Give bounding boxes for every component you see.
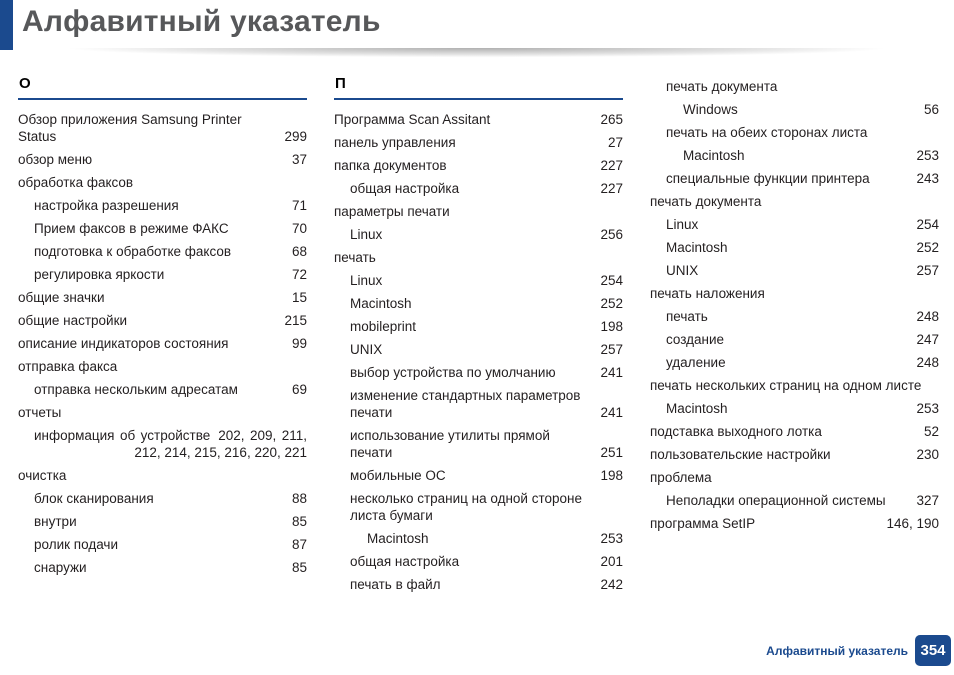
entry-pages: 56 [923, 102, 939, 117]
title-accent-bar [0, 0, 13, 50]
entry-label: подставка выходного лотка [650, 424, 822, 439]
index-column-o [18, 72, 307, 599]
index-entry[interactable] [334, 295, 623, 312]
index-entry[interactable] [334, 427, 623, 461]
index-entry[interactable] [18, 536, 307, 553]
entry-label: информация об устройстве [34, 428, 211, 443]
entry-pages: 242 [600, 577, 623, 592]
entry-pages: 230 [916, 447, 939, 462]
entry-label: программа SetIP [650, 516, 756, 531]
entry-label: печать документа [650, 194, 762, 209]
index-entry[interactable] [650, 193, 939, 210]
page-title: Алфавитный указатель [22, 5, 381, 38]
entry-label: печать [666, 309, 708, 324]
index-entry[interactable] [650, 124, 939, 141]
entry-pages: 37 [291, 152, 307, 167]
entry-label: печать наложения [650, 286, 765, 301]
entry-pages: 257 [600, 342, 623, 357]
entry-label: общие значки [18, 290, 105, 305]
entry-pages: 15 [291, 290, 307, 305]
index-entry[interactable] [334, 490, 623, 524]
index-entry[interactable] [18, 335, 307, 352]
entry-label: Macintosh [666, 240, 728, 255]
entry-label: очистка [18, 468, 67, 483]
entry-pages: 87 [291, 537, 307, 552]
entry-label: UNIX [350, 342, 383, 357]
index-entry[interactable] [650, 170, 939, 187]
entry-pages: 257 [916, 263, 939, 278]
index-entry[interactable] [650, 78, 939, 95]
entry-label: изменение стандартных параметров печати [350, 388, 581, 420]
entry-list [334, 111, 623, 593]
index-entry[interactable] [18, 312, 307, 329]
entry-label: Macintosh [350, 296, 412, 311]
entry-pages: 201 [600, 554, 623, 569]
entry-pages: 248 [916, 309, 939, 324]
index-entry[interactable] [650, 492, 939, 509]
index-column-p [334, 72, 623, 599]
header-divider [0, 48, 954, 60]
entry-pages: 198 [600, 319, 623, 334]
entry-label: отправка факса [18, 359, 118, 374]
index-entry[interactable] [650, 331, 939, 348]
entry-label: Прием факсов в режиме ФАКС [34, 221, 229, 236]
entry-label: выбор устройства по умолчанию [350, 365, 556, 380]
index-entry[interactable] [18, 404, 307, 421]
index-entry[interactable] [334, 341, 623, 358]
entry-label: подготовка к обработке факсов [34, 244, 232, 259]
index-entry[interactable] [650, 147, 939, 164]
entry-pages: 227 [600, 181, 623, 196]
entry-pages: 227 [600, 158, 623, 173]
entry-label: специальные функции принтера [666, 171, 870, 186]
entry-pages: 27 [607, 135, 623, 150]
index-entry[interactable] [650, 101, 939, 118]
entry-pages: 241 [600, 405, 623, 420]
index-entry[interactable] [650, 377, 939, 394]
entry-label: мобильные ОС [350, 468, 446, 483]
entry-pages: 72 [291, 267, 307, 282]
index-entry[interactable] [650, 285, 939, 302]
entry-pages: 253 [600, 531, 623, 546]
section-letter-p: П [334, 72, 623, 100]
entry-pages: 327 [916, 493, 939, 508]
entry-pages: 253 [916, 148, 939, 163]
entry-label: использование утилиты прямой печати [350, 428, 550, 460]
entry-pages: 69 [291, 382, 307, 397]
entry-pages: 253 [916, 401, 939, 416]
index-entry[interactable] [18, 490, 307, 507]
entry-pages: 241 [600, 365, 623, 380]
index-entry[interactable] [650, 469, 939, 486]
index-entry[interactable] [650, 216, 939, 233]
entry-label: удаление [666, 355, 726, 370]
entry-label: обработка факсов [18, 175, 134, 190]
index-entry[interactable] [334, 467, 623, 484]
index-entry[interactable] [18, 467, 307, 484]
index-entry[interactable] [18, 111, 307, 145]
entry-pages: 68 [291, 244, 307, 259]
index-entry[interactable] [18, 381, 307, 398]
page-number-badge: 354 [915, 635, 951, 666]
index-entry[interactable] [18, 289, 307, 306]
entry-pages: 252 [916, 240, 939, 255]
entry-label: Linux [666, 217, 699, 232]
entry-label: Неполадки операционной системы [666, 493, 886, 508]
entry-pages: 299 [284, 129, 307, 144]
entry-label: печать на обеих сторонах листа [666, 125, 868, 140]
entry-pages: 254 [600, 273, 623, 288]
index-columns [18, 72, 939, 599]
index-entry[interactable] [334, 180, 623, 197]
entry-pages: 252 [600, 296, 623, 311]
index-column-p-continued [650, 72, 939, 599]
entry-pages: 254 [916, 217, 939, 232]
index-entry[interactable] [650, 262, 939, 279]
entry-label: Windows [683, 102, 738, 117]
entry-label: печать в файл [350, 577, 441, 592]
entry-label: обзор меню [18, 152, 93, 167]
entry-pages: 202, 209, 211, 212, 214, 215, 216, 220, 221 [134, 428, 307, 460]
index-entry[interactable] [334, 203, 623, 220]
entry-pages: 85 [291, 514, 307, 529]
entry-list [18, 111, 307, 576]
entry-list [650, 72, 939, 532]
index-entry[interactable] [334, 387, 623, 421]
index-entry[interactable] [334, 249, 623, 266]
index-entry[interactable] [650, 308, 939, 325]
entry-label: Macintosh [683, 148, 745, 163]
entry-label: настройка разрешения [34, 198, 179, 213]
footer-section-title: Алфавитный указатель [766, 643, 908, 658]
index-entry[interactable] [334, 576, 623, 593]
entry-label: общие настройки [18, 313, 128, 328]
entry-label: описание индикаторов состояния [18, 336, 229, 351]
entry-label: параметры печати [334, 204, 450, 219]
entry-label: Linux [350, 227, 383, 242]
index-entry[interactable] [650, 423, 939, 440]
entry-label: UNIX [666, 263, 699, 278]
index-entry[interactable] [650, 515, 939, 532]
entry-label: снаружи [34, 560, 87, 575]
entry-label: общая настройка [350, 554, 460, 569]
index-entry[interactable] [18, 266, 307, 283]
section-letter-o: О [18, 72, 307, 100]
entry-pages: 256 [600, 227, 623, 242]
entry-label: Программа Scan Assitant [334, 112, 491, 127]
entry-pages: 146, 190 [886, 516, 939, 531]
index-entry[interactable] [650, 239, 939, 256]
index-entry[interactable] [18, 220, 307, 237]
entry-label: Macintosh [367, 531, 429, 546]
index-entry[interactable] [18, 174, 307, 191]
index-entry[interactable] [334, 530, 623, 547]
entry-label: печать [334, 250, 376, 265]
index-entry[interactable] [18, 151, 307, 168]
entry-label: mobileprint [350, 319, 417, 334]
entry-pages: 198 [600, 468, 623, 483]
entry-pages: 52 [923, 424, 939, 439]
entry-pages: 247 [916, 332, 939, 347]
entry-label: Обзор приложения Samsung Printer Status [18, 112, 242, 144]
entry-pages: 251 [600, 445, 623, 460]
entry-label: проблема [650, 470, 712, 485]
index-entry[interactable] [18, 358, 307, 375]
entry-label: папка документов [334, 158, 447, 173]
entry-label: общая настройка [350, 181, 460, 196]
entry-pages: 215 [284, 313, 307, 328]
entry-label: Macintosh [666, 401, 728, 416]
entry-label: пользовательские настройки [650, 447, 831, 462]
index-entry[interactable] [18, 243, 307, 260]
index-entry[interactable] [650, 354, 939, 371]
index-entry[interactable] [18, 197, 307, 214]
entry-label: панель управления [334, 135, 456, 150]
entry-label: внутри [34, 514, 77, 529]
entry-pages: 248 [916, 355, 939, 370]
entry-pages: 88 [291, 491, 307, 506]
entry-pages: 265 [600, 112, 623, 127]
entry-pages: 243 [916, 171, 939, 186]
index-entry[interactable] [334, 364, 623, 381]
page-footer [766, 635, 951, 666]
entry-label: блок сканирования [34, 491, 154, 506]
entry-label: отправка нескольким адресатам [34, 382, 238, 397]
index-entry[interactable] [334, 272, 623, 289]
index-entry[interactable] [650, 400, 939, 417]
index-entry[interactable] [18, 427, 307, 461]
entry-label: Linux [350, 273, 383, 288]
index-entry[interactable] [334, 134, 623, 151]
entry-pages: 70 [291, 221, 307, 236]
index-entry[interactable] [18, 559, 307, 576]
entry-label: создание [666, 332, 725, 347]
index-entry[interactable] [334, 157, 623, 174]
entry-label: регулировка яркости [34, 267, 165, 282]
entry-label: печать нескольких страниц на одном листе [650, 378, 922, 393]
entry-label: несколько страниц на одной стороне листа бумаги [350, 491, 582, 523]
index-entry[interactable] [334, 318, 623, 335]
index-entry[interactable] [650, 446, 939, 463]
entry-label: печать документа [666, 79, 778, 94]
entry-pages: 99 [291, 336, 307, 351]
entry-label: отчеты [18, 405, 62, 420]
index-entry[interactable] [334, 553, 623, 570]
entry-pages: 85 [291, 560, 307, 575]
index-entry[interactable] [334, 226, 623, 243]
entry-pages: 71 [291, 198, 307, 213]
entry-label: ролик подачи [34, 537, 118, 552]
index-entry[interactable] [18, 513, 307, 530]
index-entry[interactable] [334, 111, 623, 128]
